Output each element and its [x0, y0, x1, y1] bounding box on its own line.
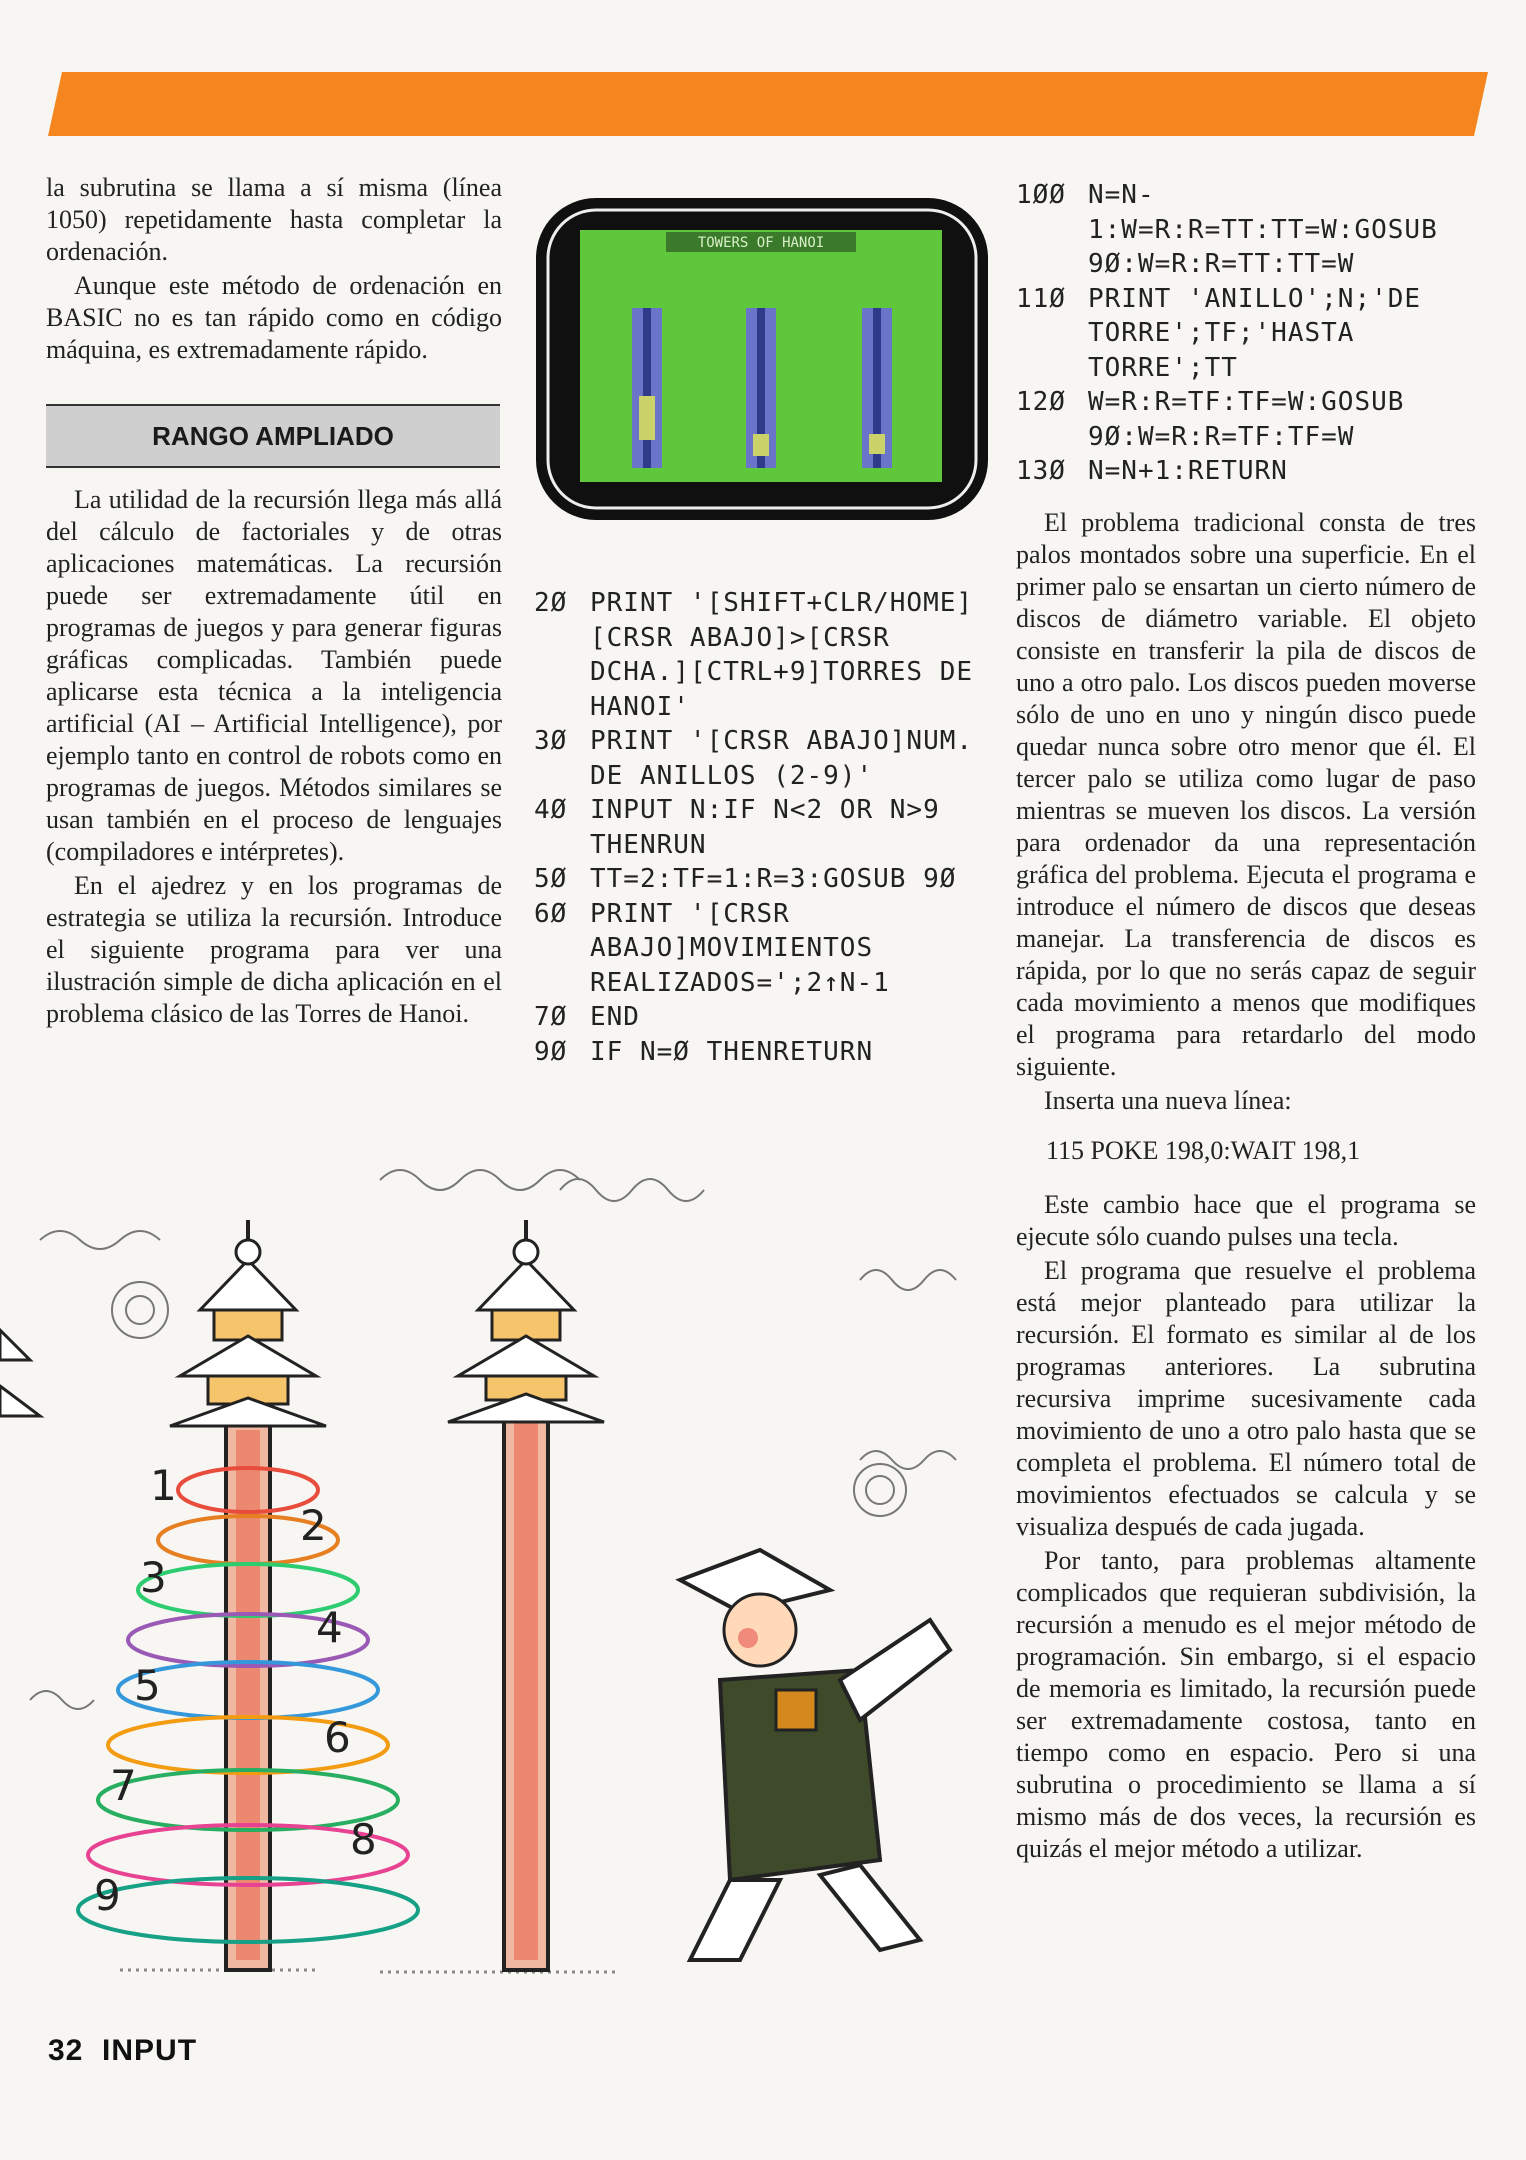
towers-illustration [0, 1160, 1000, 2000]
column-right [1016, 178, 1476, 1867]
code-listing-middle [534, 586, 994, 1069]
screen-title: TOWERS OF HANOI [697, 235, 825, 251]
header-banner [48, 72, 1488, 136]
section-heading-box [46, 404, 500, 468]
ring-number: 6 [324, 1713, 351, 1762]
poke-line: 115 POKE 198,0:WAIT 198,1 [1046, 1135, 1361, 1165]
code-text: END [590, 1002, 640, 1032]
tower-partial-left [0, 1330, 40, 1416]
code-text: INPUT N:IF N<2 OR N>9 THENRUN [590, 795, 957, 860]
line-number: 5Ø [534, 864, 568, 894]
ring-number: 5 [134, 1661, 161, 1710]
decorative-clouds [30, 1170, 956, 1709]
code-line [534, 724, 994, 793]
line-number: 11Ø [1016, 283, 1066, 314]
code-text: TT=2:TF=1:R=3:GOSUB 9Ø [590, 864, 957, 894]
line-number: 12Ø [1016, 387, 1066, 417]
line-number: 2Ø [534, 588, 568, 618]
code-text: IF N=Ø THENRETURN [590, 1036, 874, 1067]
code-line [534, 1035, 994, 1070]
peg-left [632, 308, 662, 468]
tower-left [170, 1220, 326, 1970]
tower-middle [448, 1220, 604, 1970]
character-figure [680, 1550, 950, 1960]
ring-number: 2 [300, 1501, 327, 1550]
paragraph: Aunque este método de ordenación en BASIC no es tan rápido como en código máquina, es extremadamente rápido. [46, 271, 502, 364]
paragraph: El problema tradicional consta de tres palos montados sobre una superficie. En el primer palo se ensartan un cierto número de discos de diámetro variable. El objeto consiste en transferir la pila de discos de uno a otro palo. Los discos pueden moverse sólo de uno en uno y ningún disco puede quedar nunca sobre otro menor que él. El tercer palo se utiliza como lugar de paso mientras se mueven los discos. La versión para ordenador da una representación gráfica del problema. Ejecuta el programa e introduce el número de discos que deseas manejar. La transferencia de discos es rápida, por lo que no serás capaz de seguir cada movimiento a menos que modifiques el programa para retardarlo del modo siguiente. [1016, 507, 1476, 1081]
code-line [1016, 282, 1476, 386]
ring-number: 8 [350, 1815, 377, 1864]
line-number: 9Ø [534, 1036, 568, 1067]
computer-screen-image [534, 196, 990, 522]
code-line [1016, 454, 1476, 489]
peg-right [862, 308, 892, 468]
ring-number: 9 [94, 1871, 121, 1920]
code-text: N=N-1:W=R:R=TT:TT=W:GOSUB 9Ø:W=R:R=TT:TT=W [1088, 180, 1455, 279]
line-number: 1ØØ [1016, 180, 1066, 210]
paragraph: El programa que resuelve el problema está mejor planteado para utilizar la recursión. El formato es similar al de los programas anteriores. La subrutina recursiva imprime sucesivamente cada movimiento de uno a otro palo hasta que se completa el problema. El número total de movimientos efectuados se calcula y se visualiza después de cada jugada. [1016, 1255, 1476, 1541]
code-text: PRINT '[SHIFT+CLR/HOME][CRSR ABAJO]>[CRSR DCHA.][CTRL+9]TORRES DE HANOI' [590, 588, 990, 722]
page-footer [48, 2034, 197, 2068]
code-line [534, 793, 994, 862]
paragraph: Por tanto, para problemas altamente complicados que requieran subdivisión, la recursión a menudo es el mejor método de programación. Sin embargo, si el espacio de memoria es limitado, la recursión puede ser extremadamente costosa, tanto en tiempo como en espacio. Pero si una subrutina o procedimiento se llama a sí mismo más de dos veces, la recursión es quizás el mejor método a utilizar. [1016, 1545, 1476, 1863]
paragraph: Inserta una nueva línea: [1044, 1085, 1292, 1115]
paragraph: la subrutina se llama a sí misma (línea 1050) repetidamente hasta completar la ordenación. [46, 173, 502, 266]
column-left [46, 172, 502, 1032]
section-title: RANGO AMPLIADO [152, 420, 394, 451]
line-number: 7Ø [534, 1002, 568, 1032]
page-number: 32 [48, 2034, 84, 2067]
magazine-name: INPUT [102, 2034, 198, 2067]
ring-number: 1 [150, 1461, 177, 1510]
ring-number: 3 [140, 1553, 167, 1602]
paragraph: Este cambio hace que el programa se ejecute sólo cuando pulses una tecla. [1016, 1189, 1476, 1251]
code-line [1016, 385, 1476, 454]
code-text: PRINT '[CRSR ABAJO]NUM. DE ANILLOS (2-9)' [590, 726, 990, 791]
line-number: 13Ø [1016, 456, 1066, 486]
code-listing-right [1016, 178, 1476, 489]
code-line [1016, 178, 1476, 282]
code-line [534, 897, 994, 1001]
ring-number: 7 [110, 1761, 137, 1810]
code-text: W=R:R=TF:TF=W:GOSUB 9Ø:W=R:R=TF:TF=W [1088, 387, 1422, 452]
code-text: PRINT 'ANILLO';N;'DE TORRE';TF;'HASTA TORRE';TT [1088, 283, 1438, 383]
code-line [534, 862, 994, 897]
line-number: 6Ø [534, 898, 568, 929]
code-text: PRINT '[CRSR ABAJO]MOVIMIENTOS REALIZADOS=';2↑N-1 [590, 898, 890, 998]
paragraph: La utilidad de la recursión llega más allá del cálculo de factoriales y de otras aplicaciones matemáticas. La recursión puede ser extremadamente útil en programas de juegos y para generar figuras gráficas complicadas. También puede aplicarse esta técnica a la inteligencia artificial (AI – Artificial Intelligence), por ejemplo tanto en control de robots como en programas de juegos. Métodos similares se usan también en el proceso de lenguajes (compiladores e intérpretes). [46, 485, 502, 866]
paragraph: En el ajedrez y en los programas de estrategia se utiliza la recursión. Introduce el siguiente programa para ver una ilustración simple de dicha aplicación en el problema clásico de las Torres de Hanoi. [46, 871, 502, 1028]
ring-number: 4 [316, 1603, 343, 1652]
code-line [534, 1000, 994, 1035]
line-number: 3Ø [534, 726, 568, 756]
peg-middle [746, 308, 776, 468]
line-number: 4Ø [534, 795, 568, 825]
code-line [534, 586, 994, 724]
code-text: N=N+1:RETURN [1088, 456, 1288, 486]
